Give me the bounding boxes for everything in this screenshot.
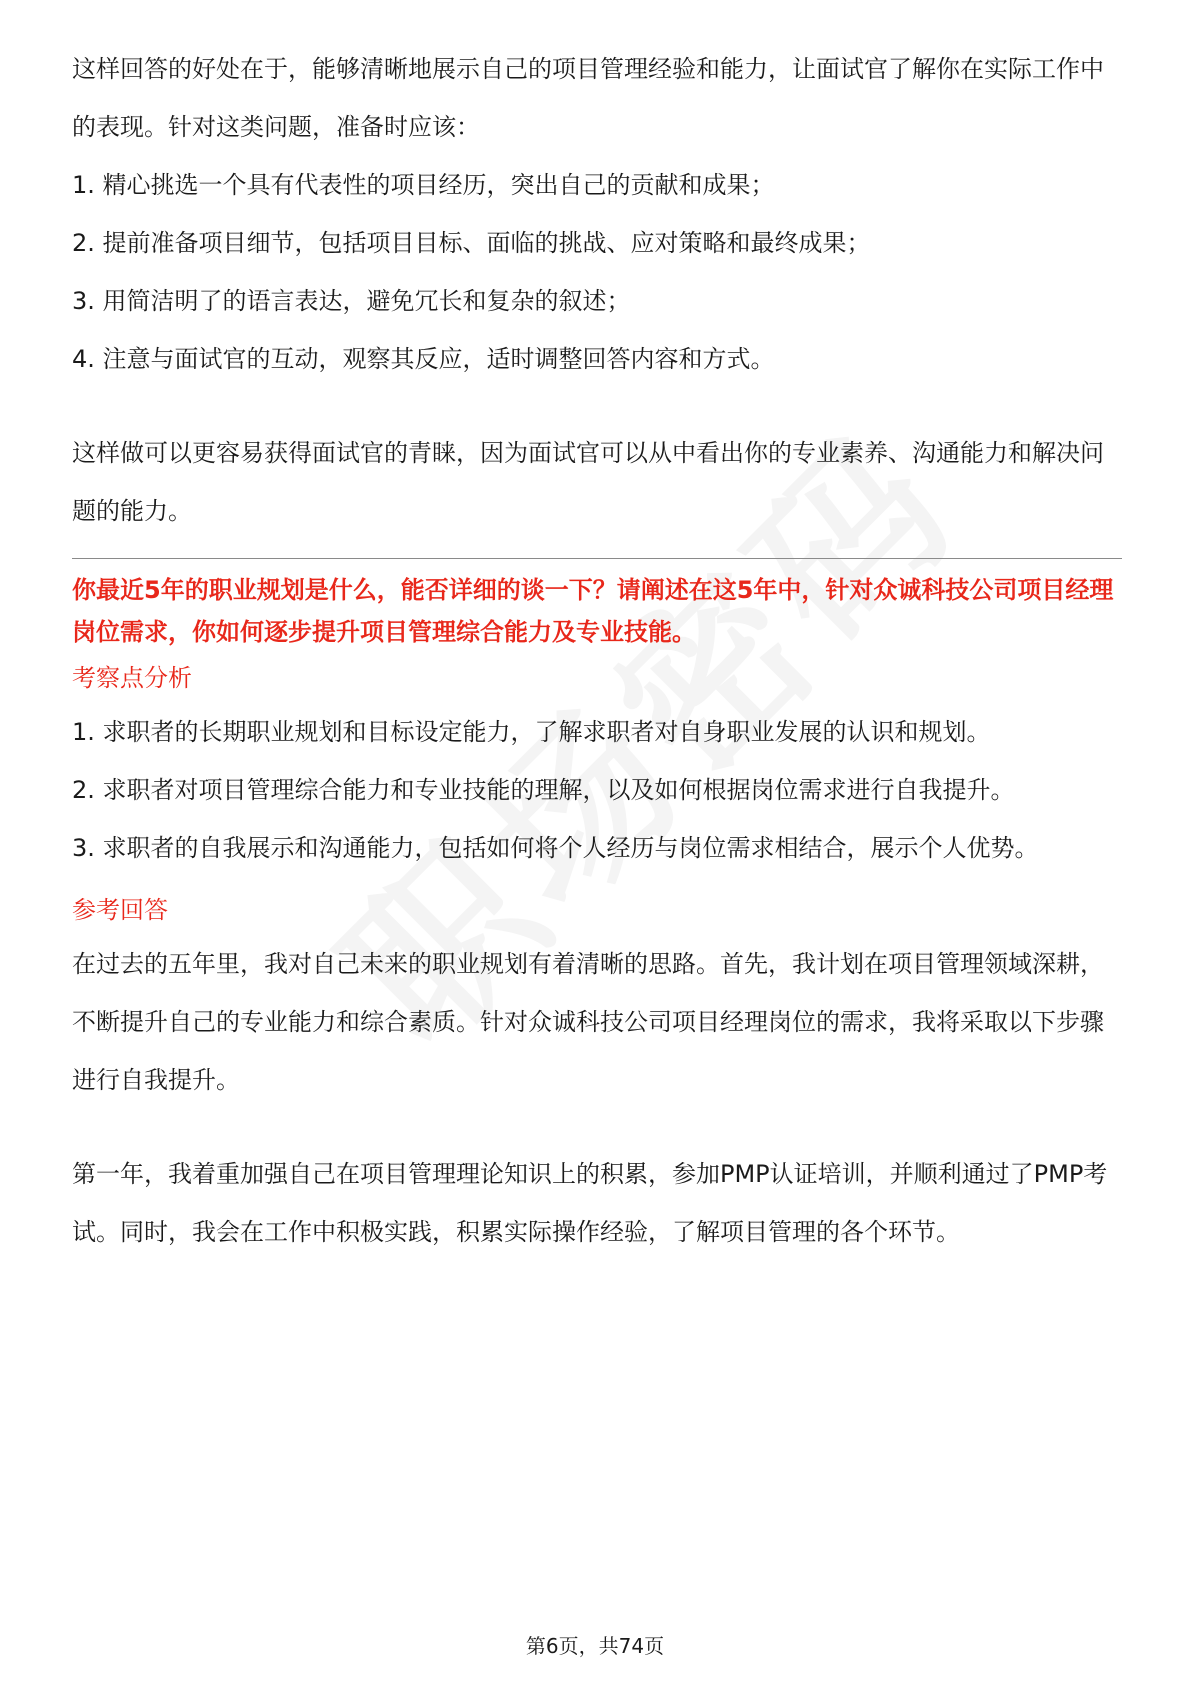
intro-conclusion: 这样做可以更容易获得面试官的青睐，因为面试官可以从中看出你的专业素养、沟通能力和解决问题的能力。 (72, 439, 1104, 525)
page-content (72, 40, 1122, 1261)
reference-title: 参考回答 (72, 896, 168, 924)
intro-list-item: 4. 注意与面试官的互动，观察其反应，适时调整回答内容和方式。 (72, 345, 775, 373)
intro-list-item: 3. 用简洁明了的语言表达，避免冗长和复杂的叙述； (72, 287, 631, 315)
page-number: 第6页，共74页 (525, 1634, 665, 1658)
analysis-title: 考察点分析 (72, 664, 192, 692)
section-divider (72, 558, 1122, 559)
reference-paragraph: 在过去的五年里，我对自己未来的职业规划有着清晰的思路。首先，我计划在项目管理领域深耕，不断提升自己的专业能力和综合素质。针对众诚科技公司项目经理岗位的需求，我将采取以下步骤进行自我提升。 (72, 950, 1104, 1094)
intro-paragraph: 这样回答的好处在于，能够清晰地展示自己的项目管理经验和能力，让面试官了解你在实际工作中的表现。针对这类问题，准备时应该： (72, 55, 1104, 141)
analysis-list-item: 2. 求职者对项目管理综合能力和专业技能的理解，以及如何根据岗位需求进行自我提升。 (72, 776, 1015, 804)
interview-question: 你最近5年的职业规划是什么，能否详细的谈一下？请阐述在这5年中，针对众诚科技公司项目经理岗位需求，你如何逐步提升项目管理综合能力及专业技能。 (72, 576, 1114, 646)
analysis-list-item: 1. 求职者的长期职业规划和目标设定能力，了解求职者对自身职业发展的认识和规划。 (72, 718, 991, 746)
reference-paragraph: 第一年，我着重加强自己在项目管理理论知识上的积累，参加PMP认证培训，并顺利通过了PMP考试。同时，我会在工作中积极实践，积累实际操作经验，了解项目管理的各个环节。 (72, 1160, 1108, 1246)
intro-list-item: 2. 提前准备项目细节，包括项目目标、面临的挑战、应对策略和最终成果； (72, 229, 871, 257)
spacer (72, 388, 1122, 424)
spacer (72, 1109, 1122, 1145)
intro-list-item: 1. 精心挑选一个具有代表性的项目经历，突出自己的贡献和成果； (72, 171, 775, 199)
analysis-list-item: 3. 求职者的自我展示和沟通能力，包括如何将个人经历与岗位需求相结合，展示个人优势。 (72, 834, 1039, 862)
